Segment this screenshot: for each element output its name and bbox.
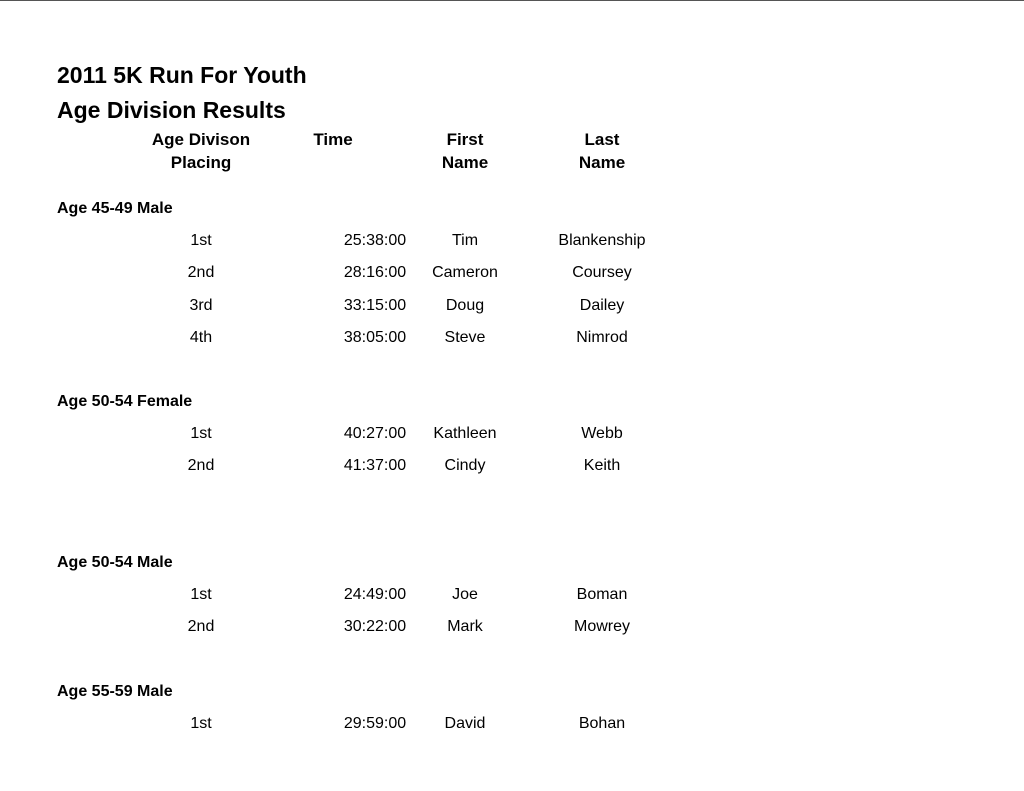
division-section: [57, 391, 623, 488]
column-header-time: [283, 128, 383, 151]
first-name-cell: David: [444, 715, 486, 732]
time-cell: 38:05:00: [343, 328, 407, 346]
time-cell: 28:16:00: [343, 264, 407, 282]
last-name-cell: Nimrod: [576, 328, 628, 346]
result-row: [57, 713, 626, 745]
column-header-last-line1: Last: [584, 130, 620, 149]
first-name-cell: Doug: [445, 296, 485, 314]
column-header-last-line2: Name: [578, 153, 626, 172]
division-title: Age 45-49 Male: [57, 200, 173, 217]
first-name-cell: Cindy: [444, 457, 486, 475]
placing-cell: 1st: [190, 425, 212, 442]
column-header-placing-line2: Placing: [170, 153, 232, 172]
column-header-first-line1: First: [446, 130, 484, 149]
last-name-cell: Keith: [583, 457, 621, 475]
time-cell: 40:27:00: [343, 425, 407, 442]
placing-cell: 1st: [190, 715, 212, 732]
placing-cell: 1st: [190, 586, 212, 603]
time-cell: 30:22:00: [343, 618, 407, 636]
result-row: [57, 262, 632, 294]
placing-cell: 2nd: [187, 264, 215, 282]
results-table: [57, 713, 626, 745]
last-name-cell: Blankenship: [558, 232, 646, 249]
time-cell: 29:59:00: [343, 715, 407, 732]
result-row: [57, 584, 628, 616]
result-row: [57, 455, 621, 487]
first-name-cell: Steve: [444, 328, 486, 346]
division-section: [57, 681, 626, 745]
last-name-cell: Mowrey: [573, 618, 630, 636]
last-name-cell: Bohan: [578, 715, 626, 732]
last-name-cell: Dailey: [579, 296, 625, 314]
placing-cell: 3rd: [189, 296, 213, 314]
division-title: Age 55-59 Male: [57, 683, 173, 700]
page-subtitle: Age Division Results: [57, 97, 286, 123]
result-row: [57, 295, 625, 327]
first-name-cell: Cameron: [432, 264, 498, 282]
division-title: Age 50-54 Male: [57, 554, 173, 571]
time-cell: 41:37:00: [343, 457, 407, 475]
result-row: [57, 423, 623, 455]
division-section: [57, 552, 630, 649]
column-header-placing: [121, 128, 281, 174]
placing-cell: 2nd: [187, 618, 215, 636]
page-title: 2011 5K Run For Youth: [57, 62, 307, 88]
results-table: [57, 584, 630, 649]
last-name-cell: Coursey: [572, 264, 632, 282]
results-table: [57, 230, 646, 359]
first-name-cell: Joe: [452, 586, 478, 603]
last-name-cell: Boman: [576, 586, 628, 603]
column-header-time-line1: Time: [313, 130, 353, 149]
time-cell: 33:15:00: [343, 296, 407, 314]
result-row: [57, 616, 630, 648]
top-border: [0, 0, 1024, 1]
result-row: [57, 327, 628, 359]
time-cell: 25:38:00: [343, 232, 407, 249]
placing-cell: 1st: [190, 232, 212, 249]
result-row: [57, 230, 646, 262]
first-name-cell: Kathleen: [433, 425, 497, 442]
first-name-cell: Mark: [447, 618, 483, 636]
division-title: Age 50-54 Female: [57, 393, 193, 410]
placing-cell: 4th: [189, 328, 213, 346]
column-header-first-name: [405, 128, 525, 174]
first-name-cell: Tim: [451, 232, 479, 249]
column-header-first-line2: Name: [441, 153, 489, 172]
time-cell: 24:49:00: [343, 586, 407, 603]
results-table: [57, 423, 623, 488]
placing-cell: 2nd: [187, 457, 215, 475]
last-name-cell: Webb: [581, 425, 623, 442]
column-header-placing-line1: Age Divison: [151, 130, 251, 149]
division-section: [57, 198, 646, 359]
column-header-last-name: [527, 128, 677, 174]
